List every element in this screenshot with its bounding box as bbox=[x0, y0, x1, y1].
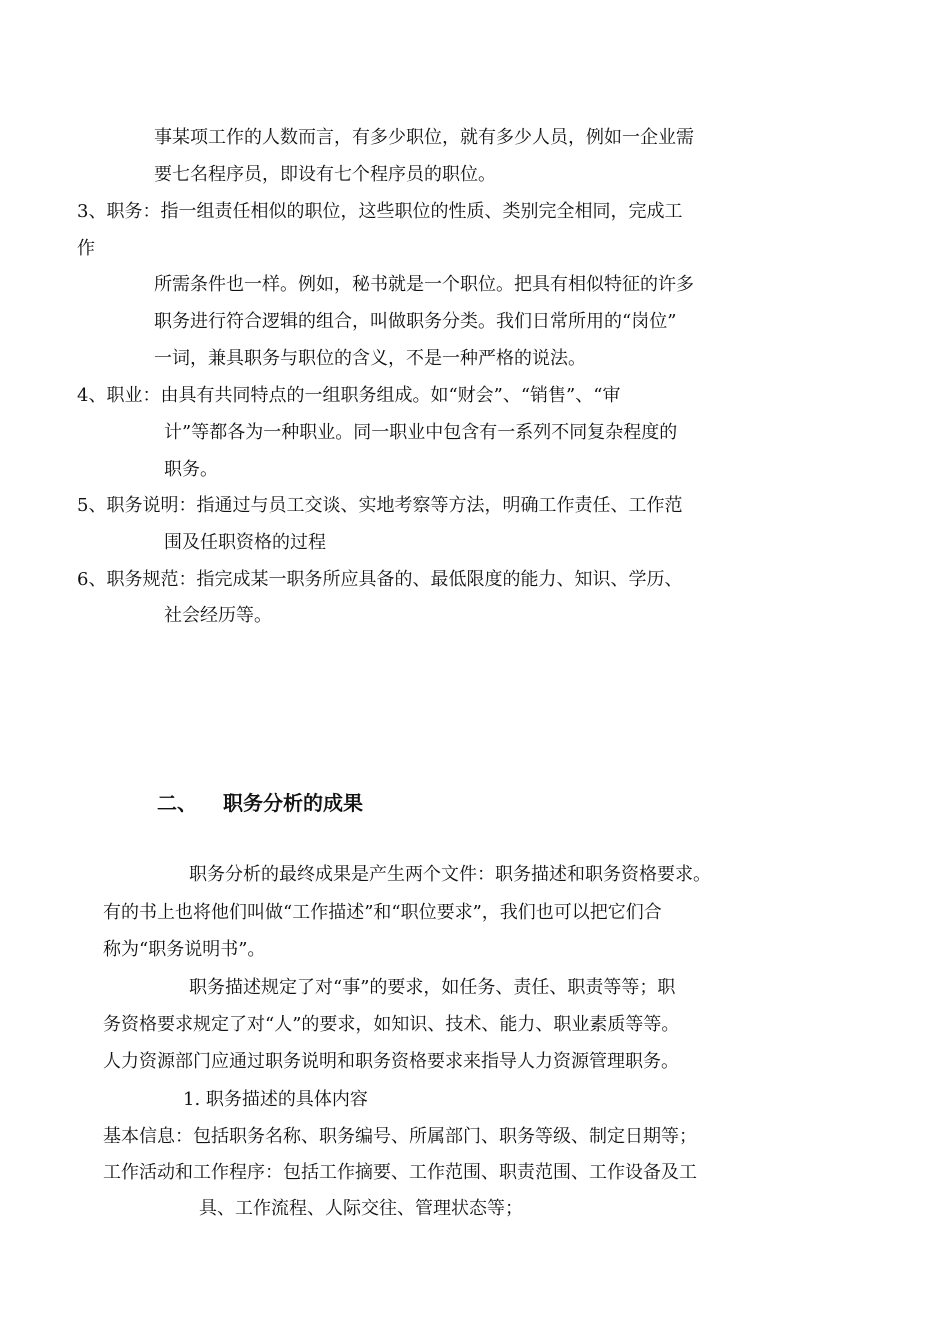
paragraph-line: 基本信息：包括职务名称、职务编号、所属部门、职务等级、制定日期等； bbox=[103, 1126, 697, 1147]
paragraph-line: 务资格要求规定了对“人”的要求，如知识、技术、能力、职业素质等等。 bbox=[103, 1014, 680, 1035]
paragraph-line: 人力资源部门应通过职务说明和职务资格要求来指导人力资源管理职务。 bbox=[103, 1051, 679, 1072]
paragraph-line: 职务描述规定了对“事”的要求，如任务、责任、职责等等；职 bbox=[189, 977, 676, 998]
body-text-line: 一词，兼具职务与职位的含义，不是一种严格的说法。 bbox=[154, 348, 586, 369]
paragraph-line: 职务分析的最终成果是产生两个文件：职务描述和职务资格要求。 bbox=[189, 864, 711, 885]
section-heading-title: 职务分析的成果 bbox=[223, 791, 363, 815]
body-text-line: 计”等都各为一种职业。同一职业中包含有一系列不同复杂程度的 bbox=[164, 422, 678, 443]
body-text-line: 所需条件也一样。例如，秘书就是一个职位。把具有相似特征的许多 bbox=[154, 274, 694, 295]
list-item-5: 5、职务说明：指通过与员工交谈、实地考察等方法，明确工作责任、工作范 bbox=[77, 495, 683, 516]
paragraph-line: 工作活动和工作程序：包括工作摘要、工作范围、职责范围、工作设备及工 bbox=[103, 1162, 697, 1183]
list-item-4: 4、职业：由具有共同特点的一组职务组成。如“财会”、“销售”、“审 bbox=[77, 385, 621, 406]
body-text-line: 社会经历等。 bbox=[164, 605, 272, 626]
list-item-6: 6、职务规范：指完成某一职务所应具备的、最低限度的能力、知识、学历、 bbox=[77, 569, 683, 590]
body-text-line: 事某项工作的人数而言，有多少职位，就有多少人员，例如一企业需 bbox=[154, 127, 694, 148]
body-text-line: 围及任职资格的过程 bbox=[164, 532, 326, 553]
list-item-3: 3、职务：指一组责任相似的职位，这些职位的性质、类别完全相同，完成工 bbox=[77, 201, 683, 222]
body-text-line: 职务进行符合逻辑的组合，叫做职务分类。我们日常所用的“岗位” bbox=[154, 311, 677, 332]
section-heading-number: 二、 bbox=[157, 791, 197, 815]
paragraph-line: 称为“职务说明书”。 bbox=[103, 939, 266, 960]
body-text-line: 作 bbox=[77, 238, 95, 259]
body-text-line: 要七名程序员，即设有七个程序员的职位。 bbox=[154, 164, 496, 185]
body-text-line: 职务。 bbox=[164, 459, 218, 480]
paragraph-line: 具、工作流程、人际交往、管理状态等； bbox=[199, 1198, 523, 1219]
subheading: 1. 职务描述的具体内容 bbox=[183, 1089, 368, 1110]
paragraph-line: 有的书上也将他们叫做“工作描述”和“职位要求”，我们也可以把它们合 bbox=[103, 902, 662, 923]
